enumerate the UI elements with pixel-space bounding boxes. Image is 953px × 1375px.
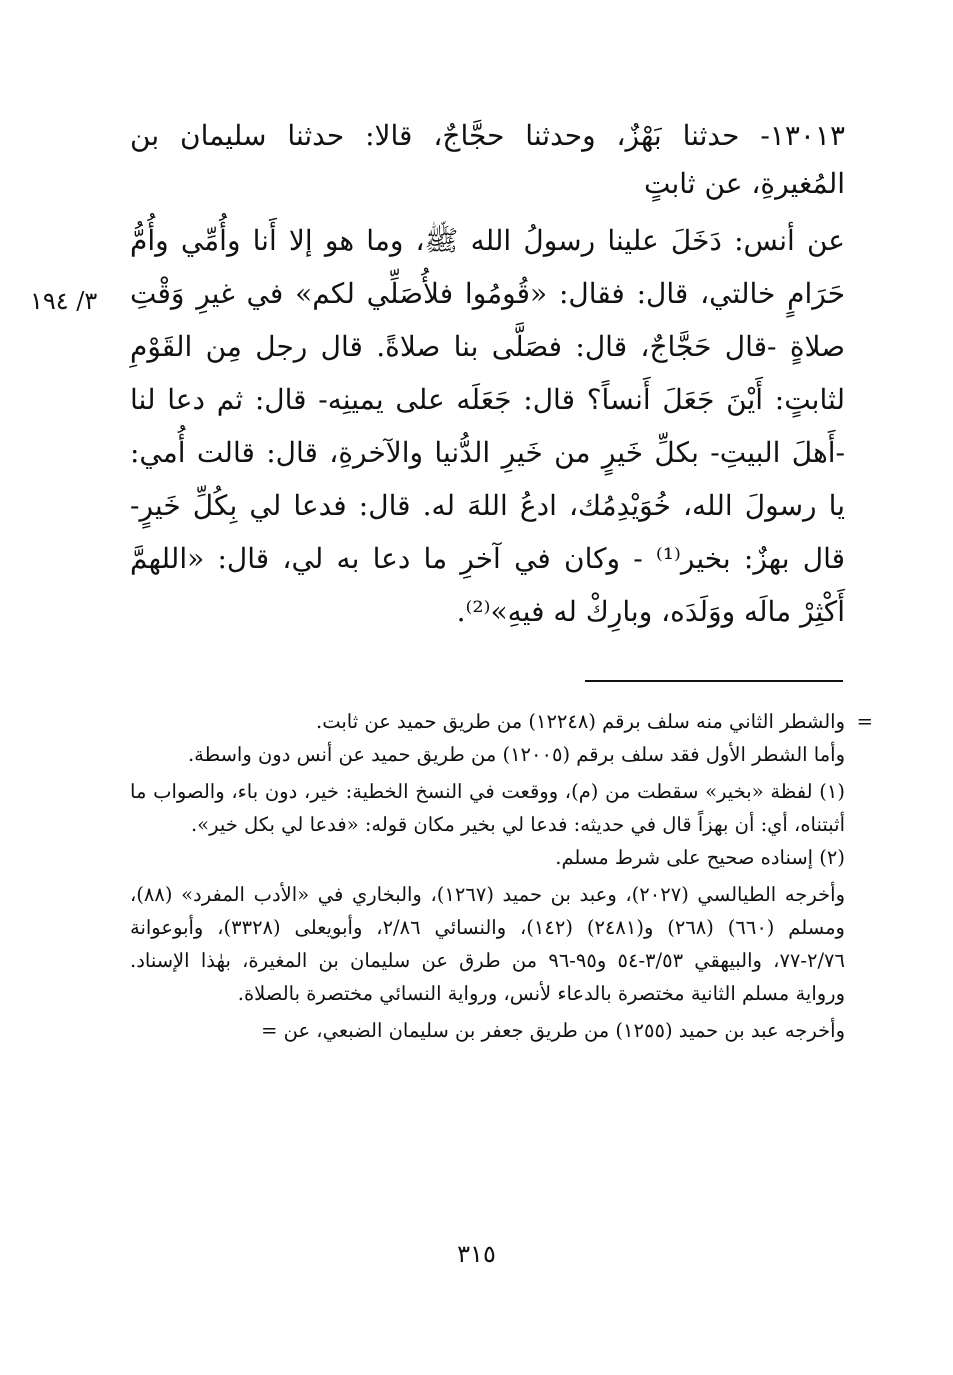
takhrij-paragraph-1: وأخرجه الطيالسي (٢٠٢٧)، وعبد بن حميد (١٢٦٧)، والبخاري في «الأدب المفرد» (٨٨)، ومسلم (٦٦٠) (٢٦٨) و(٢٤٨١) (١٤٢)، والنسائي ٢/٨٦، وأبويعلى (٣٣٢٨)، وأبوعوانة ٢/٧٦-٧٧، والبيهقي ٣/٥٣-٥٤ و٩٥-٩٦ من طرق عن سليمان بن المغيرة، بهٰذا الإسناد. ورواية مسلم الثانية مختصرة بالدعاء لأنس، ورواية النسائي مختصرة بالصلاة. xyxy=(130,883,846,1005)
hadith-text xyxy=(130,112,845,638)
footnote-continuation-text: والشطر الثاني منه سلف برقم (١٢٢٤٨) من طريق حميد عن ثابت. xyxy=(316,710,845,733)
margin-reference: ٣/ ١٩٤ xyxy=(30,287,98,315)
footnote-separator xyxy=(585,680,843,682)
takhrij-paragraph-2: وأخرجه عبد بن حميد (١٢٥٥) من طريق جعفر بن سليمان الضبعي، عن = xyxy=(261,1019,845,1042)
footnotes xyxy=(130,705,873,1047)
footnote-1: (١) لفظة «بخير» سقطت من (م)، ووقعت في النسخ الخطية: خير، دون باء، والصواب ما أثبتناه، أي: أن بهزاً قال في حديثه: فدعا لي بخير مكان قوله: «فدعا لي بكل خير». xyxy=(130,780,845,836)
footnote-continuation-2: وأما الشطر الأول فقد سلف برقم (١٢٠٠٥) من طريق حميد عن أنس دون واسطة. xyxy=(187,743,845,766)
footnote-continuation xyxy=(130,705,873,738)
continuation-mark: = xyxy=(856,710,873,733)
page-number: ٣١٥ xyxy=(457,1240,496,1268)
hadith-isnad: ١٣٠١٣- حدثنا بَهْزٌ، وحدثنا حجَّاجٌ، قالا: حدثنا سليمان بن المُغيرةِ، عن ثابتٍ xyxy=(130,119,845,200)
footnote-2: (٢) إسناده صحيح على شرط مسلم. xyxy=(555,846,845,869)
hadith-matn: عن أنس: دَخَلَ علينا رسولُ الله ﷺ، وما هو إلا أَنا وأُمِّي وأُمُّ حَرَامٍ خالتي، قال: فقال: «قُومُوا فلأُصَلِّي لكم» في غيرِ وَقْتِ صلاةٍ -قال حَجَّاجٌ، قال: فصَلَّى بنا صلاةً. قال رجل مِن القَوْمِ لثابتٍ: أَيْنَ جَعَلَ أَنساً؟ قال: جَعَلَه على يمينِه- قال: ثم دعا لنا -أَهلَ البيتِ- بكلِّ خَيرٍ من خَيرِ الدُّنيا والآخرةِ، قال: قالت أُمي: يا رسولَ الله، خُوَيْدِمُك، ادعُ اللهَ له. قال: فدعا لي بِكُلِّ خَيرٍ- قال بهزٌ: بخير⁽¹⁾ - وكان في آخرِ ما دعا به لي، قال: «اللهمَّ أَكْثِرْ مالَه ووَلَدَه، وبارِكْ له فيهِ»⁽²⁾. xyxy=(130,224,846,628)
